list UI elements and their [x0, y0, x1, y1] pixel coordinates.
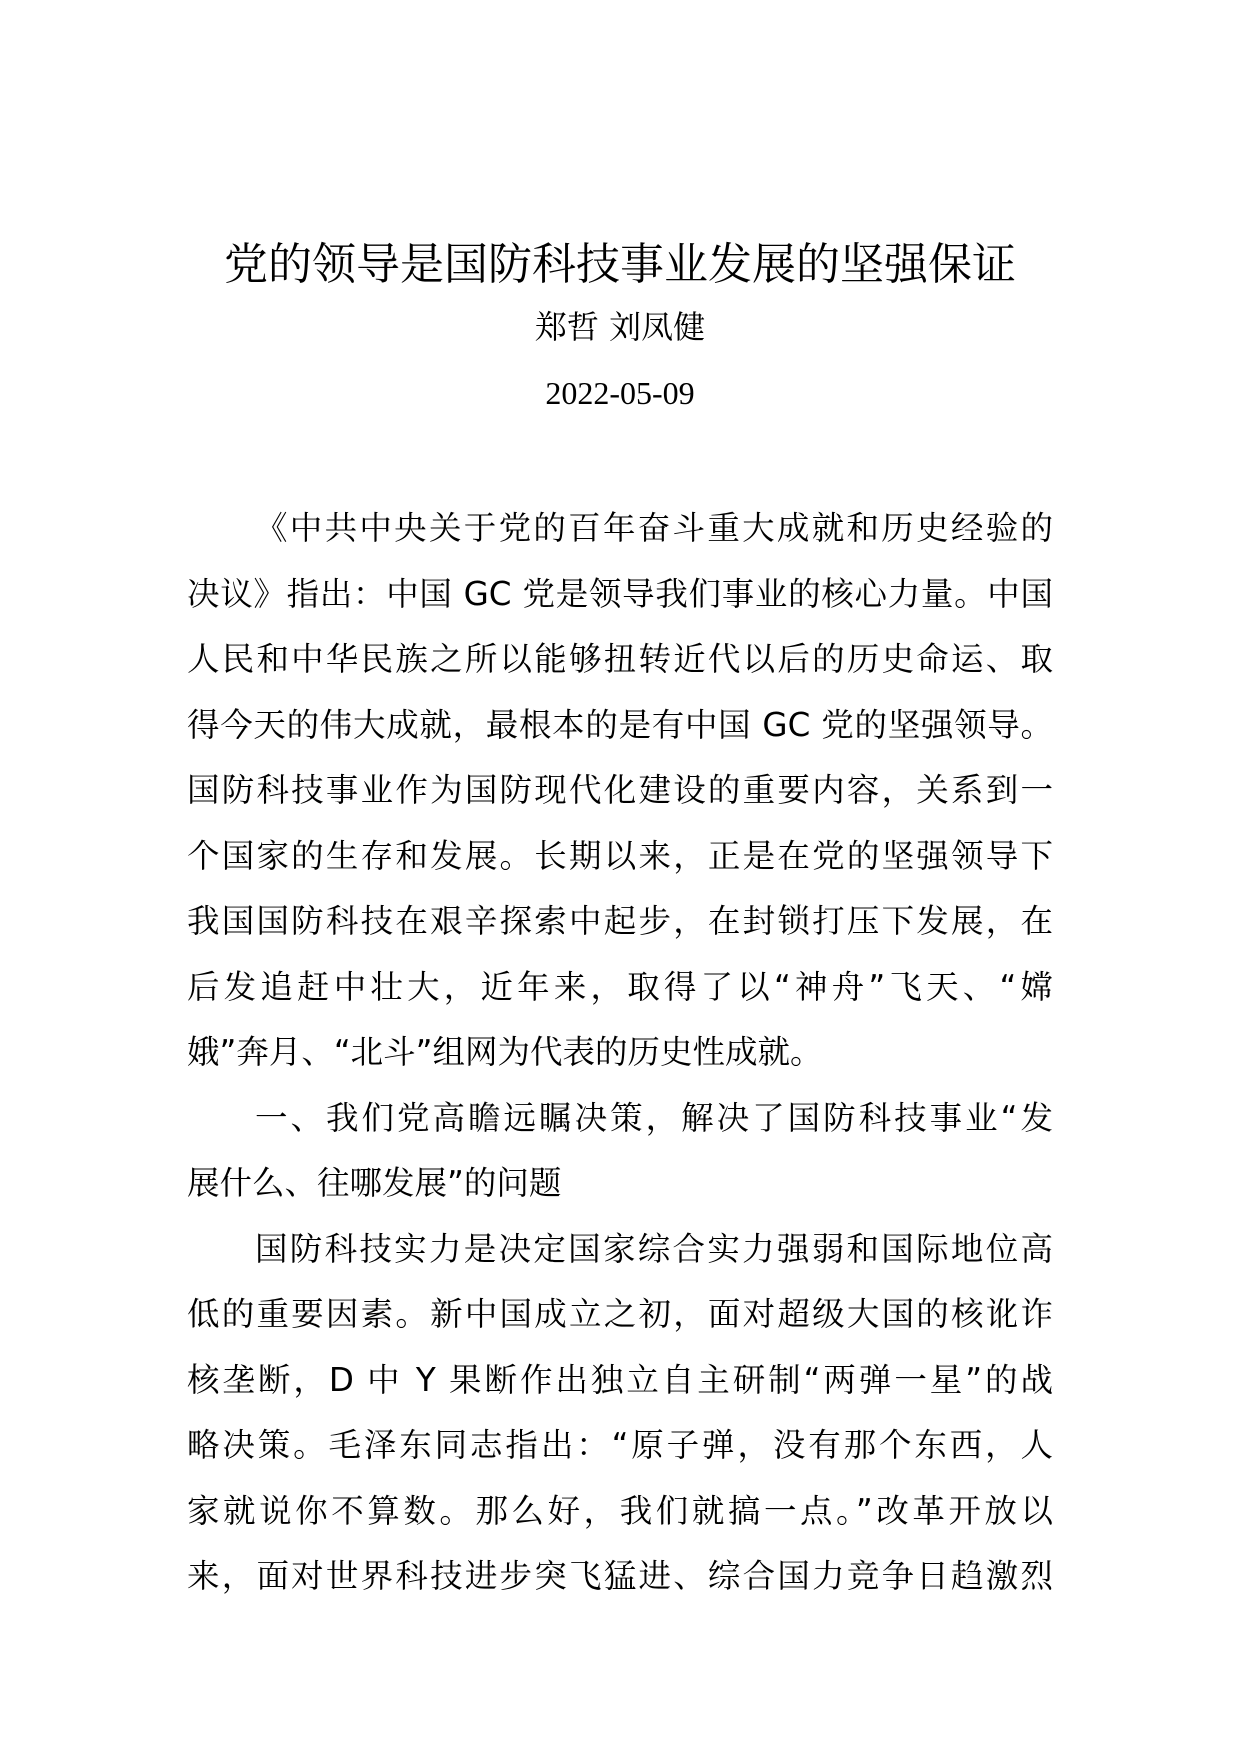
section-heading-line-2: 展什么、往哪发展”的问题 — [187, 1164, 562, 1202]
article-title: 党的领导是国防科技事业发展的坚强保证 — [224, 239, 1016, 290]
article-date: 2022-05-09 — [545, 375, 695, 411]
paragraph-intro-line-7: 我国国防科技在艰辛探索中起步，在封锁打压下发展，在 — [187, 902, 1053, 940]
section-heading-line-1: 一、我们党高瞻远瞩决策，解决了国防科技事业“发 — [255, 1098, 1053, 1137]
paragraph-intro-line-1: 《中共中央关于党的百年奋斗重大成就和历史经验的 — [255, 509, 1053, 547]
paragraph-intro-line-8: 后发追赶中壮大，近年来，取得了以“神舟”飞天、“嫦 — [187, 967, 1053, 1006]
paragraph-intro-line-2: 决议》指出：中国 GC 党是领导我们事业的核心力量。中国 — [187, 574, 1053, 613]
paragraph-section1-line-5: 家就说你不算数。那么好，我们就搞一点。”改革开放以 — [187, 1491, 1053, 1530]
article-authors: 郑哲 刘凤健 — [534, 308, 706, 346]
paragraph-section1-line-2: 低的重要因素。新中国成立之初，面对超级大国的核讹诈 — [187, 1295, 1053, 1333]
paragraph-section1-line-6: 来，面对世界科技进步突飞猛进、综合国力竞争日趋激烈 — [187, 1557, 1053, 1595]
paragraph-intro-line-6: 个国家的生存和发展。长期以来，正是在党的坚强领导下 — [187, 836, 1053, 875]
paragraph-intro-line-4: 得今天的伟大成就，最根本的是有中国 GC 党的坚强领导。 — [187, 705, 1053, 744]
article-body — [187, 496, 1053, 1610]
paragraph-section1-line-4: 略决策。毛泽东同志指出：“原子弹，没有那个东西，人 — [187, 1426, 1053, 1464]
paragraph-section1-line-1: 国防科技实力是决定国家综合实力强弱和国际地位高 — [255, 1229, 1053, 1268]
paragraph-intro-line-3: 人民和中华民族之所以能够扭转近代以后的历史命运、取 — [187, 640, 1053, 678]
paragraph-section1-line-3: 核垄断，D 中 Y 果断作出独立自主研制“两弹一星”的战 — [187, 1360, 1053, 1399]
paragraph-intro-line-5: 国防科技事业作为国防现代化建设的重要内容，关系到一 — [187, 771, 1053, 809]
paragraph-intro-line-9: 娥”奔月、“北斗”组网为代表的历史性成就。 — [187, 1033, 823, 1071]
